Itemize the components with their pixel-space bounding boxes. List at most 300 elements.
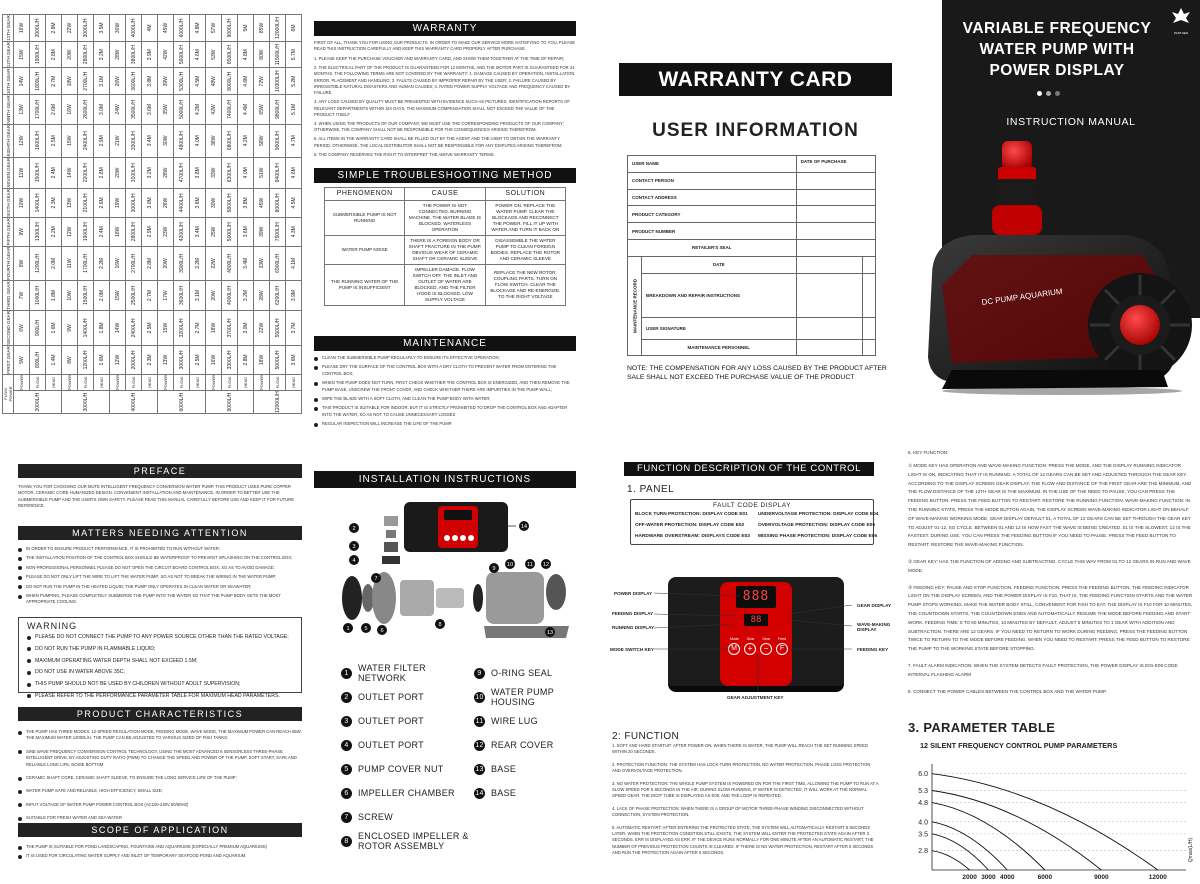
callout-running-display: RUNNING DISPLAY bbox=[612, 625, 655, 630]
user-information-table bbox=[627, 155, 876, 356]
attention-item bbox=[18, 584, 302, 590]
gear-value-cell: 2.9M bbox=[94, 124, 110, 157]
preface-text: THANK YOU FOR CHOOSING OUR MUTE INTELLIGENT FREQUENCY CONVERSION WATER PUMP. THIS PRODUCT USES PURE COPPER MOTOR, CERAMIC CORE HUMANIZED DESIGN. CONVENIENT INSTALLATION AND MAINTENANCE, IN ORDER TO BETTER USE THE SUBMERSIBLE PUMP AND THE USER'S OWN SAFETY. PLEASE READ THIS MANUAL CAREFULLY BEFORE USE AND KEEP IT FOR FUTURE REFERENCE. bbox=[18, 484, 294, 509]
gear-value-cell: 5W bbox=[14, 346, 30, 375]
troubleshooting-row bbox=[325, 236, 566, 265]
product-category-input[interactable] bbox=[796, 206, 875, 223]
warranty-title: WARRANTY bbox=[314, 21, 576, 36]
gear-header: NINTH GEAR bbox=[3, 95, 14, 125]
gear-header: SECOND GEAR bbox=[3, 310, 14, 345]
gear-value-cell: 20W bbox=[206, 281, 222, 311]
part-label: WATER FILTER NETWORK bbox=[358, 663, 426, 683]
gear-value-cell: 53W bbox=[206, 41, 222, 67]
row-label: HEAD bbox=[190, 374, 206, 390]
bullet-icon bbox=[18, 750, 22, 754]
part-number-icon: 12 bbox=[475, 741, 484, 749]
warranty-item: 3. ANY LOSS CAUSED BY QUALITY MUST BE PRESENTED WITH EVIDENCE SUCH AS PICTURES, IDENTIFICATION REPORTS OF RELEVANT DEPARTMENTS WITHIN SIX DAYS. THE MAXIMUM COMPENSATION SHALL NOT EXCEED THE VALUE OF THE PRODUCT ITSELF. bbox=[314, 99, 570, 118]
gear-value-cell: 3.6M bbox=[190, 188, 206, 217]
gear-value-cell: 4.6M bbox=[286, 157, 302, 188]
gear-value-cell: 3.0M bbox=[238, 310, 254, 345]
gear-value-cell: 57W bbox=[206, 15, 222, 42]
gear-value-cell: 1000L/H bbox=[30, 281, 46, 311]
gear-value-cell: 3600L/H bbox=[126, 68, 142, 95]
panther-logo-icon bbox=[1170, 6, 1192, 26]
gear-table-row bbox=[238, 15, 254, 414]
y-tick-label: 6.0 bbox=[918, 771, 928, 779]
maintenance-item bbox=[314, 421, 576, 427]
warranty-item: 4. WHEN USING THE PRODUCTS OF OUR COMPANY, WE MUST USE THE CORRESPONDING PRODUCTS OF OUR COMPANY; OTHERWISE, THE COMPANY SHALL NOT BE RESPONSIBLE FOR THE CONSEQUENCES ARISING THEREFROM. bbox=[314, 120, 564, 133]
bullet-icon bbox=[18, 576, 22, 580]
model-cell: 6000L/H bbox=[158, 391, 206, 414]
gear-value-cell: 4.5M bbox=[286, 188, 302, 217]
gear-value-cell: 15W bbox=[14, 41, 30, 67]
warranty-intro: FIRST OF ALL, THANK YOU FOR USING OUR PRODUCTS. IN ORDER TO MAKE OUR SERVICE MORE SATISFYING TO YOU, PLEASE READ THIS INSTRUCTION CAREFULLY AND KEEP THIS WARRANTY CARD PROPERLY AFTER PURCHASE. bbox=[314, 40, 576, 52]
gear-value-cell: 1700L/H bbox=[78, 246, 94, 281]
gear-value-cell: 3.1M bbox=[190, 281, 206, 311]
gear-value-cell: 4.2M bbox=[190, 95, 206, 125]
solution-cell: DISASSEMBLE THE WATER PUMP TO CLEAN FOREIGN BODIES. REPLACE THE ROTOR AND CERAMIC SLEEVE bbox=[485, 236, 565, 265]
fault-code-box bbox=[630, 499, 879, 545]
row-label: POWER bbox=[254, 374, 270, 390]
gear-value-cell: 5M bbox=[238, 15, 254, 42]
fault-code: BLOCK TURN PROTECTION: DISPLAY CODE E01 bbox=[635, 512, 748, 517]
personnel-input-1[interactable] bbox=[796, 339, 862, 356]
gear-value-cell: 22W bbox=[254, 310, 270, 345]
troubleshooting-title: SIMPLE TROUBLESHOOTING METHOD bbox=[314, 168, 576, 183]
gear-value-cell: 4M bbox=[142, 15, 158, 42]
gear-value-cell: 15W bbox=[158, 310, 174, 345]
pump-label-text: DC PUMP AQUARIUM bbox=[981, 286, 1064, 307]
field-product-category: PRODUCT CATEGORY bbox=[628, 206, 797, 223]
gear-value-cell: 5000L/H bbox=[270, 346, 286, 375]
gear-value-cell: 1200L/H bbox=[78, 346, 94, 375]
field-retailer-seal: RETAILER'S SEAL bbox=[628, 239, 797, 256]
characteristic-item bbox=[18, 729, 302, 742]
part-item bbox=[474, 781, 584, 805]
gear-header: FIRST GEAR bbox=[3, 346, 14, 375]
bullet-icon bbox=[314, 366, 318, 370]
gear-value-cell: 45W bbox=[254, 188, 270, 217]
signature-input-2[interactable] bbox=[862, 317, 875, 339]
date-input-2[interactable] bbox=[862, 256, 875, 273]
gear-value-cell: 8400L/H bbox=[270, 157, 286, 188]
gear-value-cell: 1900L/H bbox=[78, 217, 94, 246]
gear-value-cell: 9W bbox=[14, 217, 30, 246]
bullet-icon bbox=[18, 790, 22, 794]
maintenance-item-text: CLEAN THE SUBMERSIBLE PUMP REGULARLY TO ENSURE ITS EFFECTIVE OPERATION; bbox=[322, 355, 500, 360]
row-label: FLOW bbox=[78, 374, 94, 390]
attention-item-text: IN ORDER TO ENSURE PRODUCT PERFORMANCE, IT IS PROHIBITED TO RUN WITHOUT WATER; bbox=[26, 546, 220, 551]
gear-value-cell: 22W bbox=[206, 246, 222, 281]
row-label: FLOW bbox=[174, 374, 190, 390]
feed-button[interactable]: F bbox=[776, 643, 788, 655]
row-label: POWER bbox=[158, 374, 174, 390]
gear-value-cell: 2700L/H bbox=[126, 246, 142, 281]
part-item bbox=[474, 733, 584, 757]
gear-value-cell: 2.5M bbox=[46, 124, 62, 157]
gear-value-cell: 13W bbox=[14, 95, 30, 125]
function-item: 5. AUTOMATIC RESTART: AFTER ENTERING THE PROTECTED STATE, THE SYSTEM WILL AUTOMATICALLY RESTART 5 SECONDS LATER. WHEN THE PROTECTION CONDITION STILL EXISTS, THE SYSTEM WILL ENTER THE PROTECTED STATE AGAIN AFTER 3 SECONDS. ERR IS DISPLAYED AS ERR. IF THE DEVICE RUNS NORMALLY FOR ONE MINUTE AFTER AN AUTOMATIC RESTART, THE NUMBER OF PREVIOUS PROTECTION COUNTS IS CLEARED. IF THERE IS NO WATER PROTECTION, RESTART AFTER 5 SECONDS AND RUN THE PROTECTION AGAIN AFTER 5 SECONDS. bbox=[612, 824, 874, 856]
part-number-icon: 11 bbox=[475, 717, 484, 725]
solution-cell: REPLACE THE NEW ROTOR. COUPLING PARTS. TURN ON FLOW SWITCH. CLEAR THE BLOCKAGE AND RE-ENERGIZE. TO THE RIGHT VOLTAGE bbox=[485, 265, 565, 306]
fault-code: MISSING PHASE PROTECTION: DISPLAY CODE E06 bbox=[757, 534, 878, 539]
gear-value-cell: 3100L/H bbox=[126, 157, 142, 188]
troubleshooting-row bbox=[325, 265, 566, 306]
gear-value-cell: 6000L/H bbox=[174, 15, 190, 42]
gear-table-row bbox=[286, 15, 302, 414]
gear-value-cell: 3.2M bbox=[142, 157, 158, 188]
part-number-icon: 5 bbox=[341, 764, 352, 775]
row-label: FLOW bbox=[30, 374, 46, 390]
gear-table-row bbox=[14, 15, 30, 414]
breakdown-input-1[interactable] bbox=[796, 273, 862, 317]
gear-value-cell: 2.8M bbox=[94, 157, 110, 188]
warning-item-text: PLEASE DO NOT CONNECT THE PUMP TO ANY POWER SOURCE OTHER THAN THE RATED VOLTAGE; bbox=[35, 634, 289, 640]
gear-header: EIGHTH GEAR bbox=[3, 124, 14, 157]
gear-value-cell: 2000L/H bbox=[126, 346, 142, 375]
key-function-item: ② GEAR KEY: HAS THE FUNCTION OF ADDING AND SUBTRACTING. CYCLE THIS WAY FROM 01 TO 12 GEARS IN RUN AND WAVE MODE. bbox=[908, 558, 1191, 573]
product-number-input[interactable] bbox=[796, 223, 875, 240]
gear-value-cell: 3.4M bbox=[190, 217, 206, 246]
gear-value-cell: 3.6M bbox=[238, 217, 254, 246]
maintenance-section bbox=[314, 336, 576, 431]
field-product-number: PRODUCT NUMBER bbox=[628, 223, 797, 240]
part-number-icon: 14 bbox=[475, 789, 484, 797]
gear-value-cell: 42W bbox=[206, 95, 222, 125]
gear-header: FIFTH GEAR bbox=[3, 217, 14, 246]
bullet-icon bbox=[18, 566, 22, 570]
gear-value-cell: 5.7M bbox=[286, 41, 302, 67]
button-label: Gear bbox=[762, 637, 771, 641]
callout-gear-display: GEAR DISPLAY bbox=[857, 603, 892, 608]
bullet-icon bbox=[18, 557, 22, 561]
attention-item bbox=[18, 593, 302, 606]
field-contact-person: CONTACT PERSON bbox=[628, 172, 797, 189]
gear-value-cell: 1.6M bbox=[46, 310, 62, 345]
contact-person-input[interactable] bbox=[796, 172, 875, 189]
maintenance-title: MAINTENANCE bbox=[314, 336, 576, 351]
gear-value-cell: 6M bbox=[286, 15, 302, 42]
gear-value-cell: 15W bbox=[62, 124, 78, 157]
gear-value-cell: 42W bbox=[158, 41, 174, 67]
field-user-name: USER NAME bbox=[628, 156, 797, 173]
part-item bbox=[341, 733, 471, 757]
gear-table-row bbox=[158, 15, 174, 414]
gear-value-cell: 9000L/H bbox=[270, 124, 286, 157]
gear-value-cell: 2.3M bbox=[46, 188, 62, 217]
gear-value-cell: 9W bbox=[62, 310, 78, 345]
gear-value-cell: 39W bbox=[158, 68, 174, 95]
gear-value-cell: 3300L/H bbox=[222, 346, 238, 375]
personnel-input-2[interactable] bbox=[862, 339, 875, 356]
fault-code-table bbox=[631, 509, 882, 542]
diagram-number: 14 bbox=[520, 524, 528, 530]
field-breakdown: BREAKDOWN AND REPAIR INSTRUCTIONS bbox=[642, 273, 797, 317]
gear-value-cell: 3.5M bbox=[94, 15, 110, 42]
gear-value-cell: 80W bbox=[254, 41, 270, 67]
gear-value-cell: 3700L/H bbox=[222, 310, 238, 345]
gear-value-cell: 5300L/H bbox=[174, 68, 190, 95]
gear-value-cell: 1700L/H bbox=[30, 95, 46, 125]
panel-heading: 1. PANEL bbox=[627, 484, 675, 495]
gear-display-screen: 88 bbox=[744, 614, 768, 626]
mode-button[interactable]: M bbox=[728, 643, 740, 655]
gear-value-cell: 4.8M bbox=[190, 15, 206, 42]
row-label: POWER bbox=[62, 374, 78, 390]
diagram-number: 13 bbox=[546, 630, 554, 636]
gear-value-cell: 72W bbox=[254, 68, 270, 95]
gear-value-cell: 30W bbox=[158, 124, 174, 157]
gear-value-cell: 3.6M bbox=[286, 346, 302, 375]
date-input-1[interactable] bbox=[796, 256, 862, 273]
series-line bbox=[932, 851, 970, 870]
characteristic-item bbox=[18, 788, 302, 794]
y-tick-label: 3.5 bbox=[918, 831, 928, 839]
part-label: O-RING SEAL bbox=[491, 668, 553, 678]
diagram-number: 12 bbox=[542, 562, 550, 568]
part-label: OUTLET PORT bbox=[358, 716, 424, 726]
gear-value-cell: 4.0M bbox=[238, 157, 254, 188]
gear-header: THIRD GEAR bbox=[3, 281, 14, 311]
fault-code: OFF-WATER PROTECTION: DISPLAY CODE E02 bbox=[635, 523, 745, 528]
warning-item-text: MAXIMUM OPERATING WATER DEPTH SHALL NOT EXCEED 1.5M; bbox=[35, 657, 198, 664]
gear-value-cell: 45W bbox=[158, 15, 174, 42]
gear-value-cell: 4.5M bbox=[190, 68, 206, 95]
button-label: Feed bbox=[777, 637, 786, 641]
diagram-number: 8 bbox=[438, 622, 442, 628]
gear-value-cell: 2.7M bbox=[142, 281, 158, 311]
cover-title: VARIABLE FREQUENCY WATER PUMP WITH POWER DISPLAY bbox=[962, 20, 1152, 79]
bullet-icon bbox=[18, 731, 22, 735]
key-function-title: 6. KEY FUNCTION: bbox=[908, 450, 949, 455]
gear-value-cell: 3500L/H bbox=[126, 95, 142, 125]
gear-value-cell: 4.4M bbox=[238, 95, 254, 125]
gear-table-row bbox=[270, 15, 286, 414]
phenomenon-cell: SUBMERSIBLE PUMP IS NOT RUNNING bbox=[325, 201, 405, 236]
gear-value-cell: 11W bbox=[14, 157, 30, 188]
troubleshooting-section bbox=[314, 168, 576, 306]
characteristics-title: PRODUCT CHARACTERISTICS bbox=[18, 707, 302, 721]
gear-value-cell: 5.1M bbox=[286, 95, 302, 125]
attention-item bbox=[18, 574, 302, 580]
gear-value-cell: 3600L/H bbox=[174, 281, 190, 311]
callout-feeding-key: FEEDING KEY bbox=[857, 647, 889, 652]
bullet-icon bbox=[18, 846, 22, 850]
gear-value-cell: 4800L/H bbox=[222, 246, 238, 281]
gear-value-cell: 4.6M bbox=[190, 41, 206, 67]
maintenance-item-text: THIS PRODUCT IS SUITABLE FOR INDOOR, BUT IT IS STRICTLY PROHIBITED TO DROP THE CONTROL BOX AND ADAPTER INTO THE WATER, SO AS NOT TO CAUSE UNNECESSARY LOSSES bbox=[322, 405, 568, 417]
part-item bbox=[341, 709, 471, 733]
gear-value-cell: 5800L/H bbox=[222, 188, 238, 217]
gear-value-cell: 33W bbox=[206, 157, 222, 188]
part-label: IMPELLER CHAMBER bbox=[358, 788, 455, 798]
field-date: DATE bbox=[642, 256, 797, 273]
key-function-item: 8. CONNECT THE POWER CABLES BETWEEN THE CONTROL BOX AND THE WATER PUMP. bbox=[908, 688, 1107, 694]
gear-header: SIXTH GEAR bbox=[3, 188, 14, 217]
gear-value-cell: 4000L/H bbox=[126, 15, 142, 42]
gear-value-cell: 6800L/H bbox=[222, 124, 238, 157]
signature-input-1[interactable] bbox=[796, 317, 862, 339]
row-label: POWER bbox=[110, 374, 126, 390]
gear-minus-button[interactable]: − bbox=[760, 643, 772, 655]
gear-value-cell: 2200L/H bbox=[78, 157, 94, 188]
gear-value-cell: 11W bbox=[62, 246, 78, 281]
gear-value-cell: 3000L/H bbox=[174, 346, 190, 375]
part-item bbox=[341, 757, 471, 781]
cause-cell: THERE IS A FOREIGN BODY OR SHAFT FRACTURE IN THE PUMP. OBVIOUS WEAR OF CERAMIC SHAFT OR CERAMIC SLEEVE bbox=[405, 236, 485, 265]
x-tick-label: 9000 bbox=[1094, 874, 1109, 881]
gear-value-cell: 8W bbox=[14, 246, 30, 281]
gear-value-cell: 35W bbox=[158, 95, 174, 125]
gear-value-cell: 3.4M bbox=[142, 124, 158, 157]
gear-value-cell: 1.6M bbox=[94, 346, 110, 375]
gear-value-cell: 21W bbox=[110, 124, 126, 157]
callout-gear-key: GEAR ADJUSTMENT KEY bbox=[727, 695, 784, 700]
x-tick-label: 2000 bbox=[962, 874, 977, 881]
gear-value-cell: 28W bbox=[254, 281, 270, 311]
gear-value-cell: 18W bbox=[62, 68, 78, 95]
model-cell: 12000L/H bbox=[254, 391, 302, 414]
bullet-icon bbox=[314, 382, 318, 386]
gear-value-cell: 12000L/H bbox=[270, 15, 286, 42]
gear-value-cell: 10300L/H bbox=[270, 68, 286, 95]
gear-table-row bbox=[30, 15, 46, 414]
gear-value-cell: 4200L/H bbox=[174, 217, 190, 246]
gear-value-cell: 2.8M bbox=[46, 41, 62, 67]
gear-value-cell: 3.8M bbox=[142, 68, 158, 95]
y-tick-label: 4.0 bbox=[918, 819, 928, 827]
gear-table-row bbox=[78, 15, 94, 414]
field-date-of-purchase: DATE OF PURCHASE bbox=[796, 156, 875, 173]
key-function-list bbox=[908, 462, 1194, 704]
gear-value-cell: 25W bbox=[206, 217, 222, 246]
gear-value-cell: 18W bbox=[254, 346, 270, 375]
gear-value-cell: 5500L/H bbox=[270, 310, 286, 345]
cause-cell: IMPELLER DAMAGE. FLOW SWITCH OFF. THE INLET AND OUTLET OF WATER ARE BLOCKED, AND THE FILTER HOOD IS BLOCKED. LOW SUPPLY VOLTAGE bbox=[405, 265, 485, 306]
installation-title: INSTALLATION INSTRUCTIONS bbox=[314, 471, 576, 488]
gear-table-row bbox=[206, 15, 222, 414]
characteristic-item-text: SINE WAVE FREQUENCY CONVERSION CONTROL TECHNOLOGY, USING THE MOST ADVANCED 6 SENSORLESS THREE-PHASE INTELLIGENT DRIVE, BY ADJUSTING DUTY RATIO (PWM) TO CHANGE THE SPEED AND POWER OF THE PUMP, SOFT START, SAFE AND RELIABLE LONG LIFE, NOISE BOTTOM bbox=[26, 748, 297, 767]
gear-value-cell: 3.0M bbox=[94, 95, 110, 125]
gear-table-row bbox=[174, 15, 190, 414]
gear-value-cell: 3800L/H bbox=[126, 41, 142, 67]
gear-value-cell: 2.5M bbox=[142, 310, 158, 345]
gear-value-cell: 4.7M bbox=[286, 124, 302, 157]
parameter-section-title: 3. PARAMETER TABLE bbox=[908, 720, 1056, 735]
gear-header: 10TH GEAR bbox=[3, 68, 14, 95]
control-title: FUNCTION DESCRIPTION OF THE CONTROL BOARD bbox=[624, 462, 874, 476]
phenomenon-cell: WATER PUMP NOISE bbox=[325, 236, 405, 265]
row-label: FLOW bbox=[126, 374, 142, 390]
callout-feeding-display: FEEDING DISPLAY bbox=[612, 611, 654, 616]
gear-value-cell: 4700L/H bbox=[174, 157, 190, 188]
scope-title: SCOPE OF APPLICATION bbox=[18, 823, 302, 837]
solution-cell: POWER ON. REPLACE THE WATER PUMP. CLEAR THE BLOCKAGE AND RECONNECT THE POWER. FILL IT UP WITH WATER AND TURN IT BACK ON bbox=[485, 201, 565, 236]
function-item: 2. PROTECTION FUNCTION: THE SYSTEM HAS LOCK-TURN PROTECTION, NO WATER PROTECTION, PHASE LOSS PROTECTION AND OVERVOLTAGE PROTECTION. bbox=[612, 761, 871, 774]
gear-value-cell: 1500L/H bbox=[78, 281, 94, 311]
bullet-icon bbox=[27, 694, 31, 698]
gear-value-cell: 1600L/H bbox=[30, 124, 46, 157]
gear-value-cell: 7400L/H bbox=[222, 95, 238, 125]
attention-item bbox=[18, 565, 302, 571]
bullet-icon bbox=[18, 803, 22, 807]
characteristic-item-text: INPUT VOLTAGE OF WATER PUMP POWER CONTROL BOX (AC100-240V 50/60HZ) bbox=[26, 801, 189, 807]
gear-value-cell: 3900L/H bbox=[174, 246, 190, 281]
x-tick-label: 6000 bbox=[1037, 874, 1053, 881]
gear-value-cell: 23W bbox=[158, 217, 174, 246]
x-tick-label: 12000 bbox=[1148, 874, 1167, 881]
gear-value-cell: 10W bbox=[62, 281, 78, 311]
gear-value-cell: 26W bbox=[158, 188, 174, 217]
retailer-seal-input[interactable] bbox=[796, 239, 875, 256]
cover-dots bbox=[1037, 91, 1077, 97]
model-cell: 9000L/H bbox=[206, 391, 254, 414]
gear-value-cell: 8000L/H bbox=[270, 188, 286, 217]
gear-value-cell: 14W bbox=[62, 157, 78, 188]
gear-value-cell: 13W bbox=[158, 346, 174, 375]
cover-dot bbox=[1046, 91, 1051, 96]
characteristic-item-text: CERAMIC SHAFT CORE, CERAMIC SHAFT SLEEVE, TO ENSURE THE LONG SERVICE LIFE OF THE PUMP; bbox=[26, 775, 237, 781]
row-label: FLOW bbox=[270, 374, 286, 390]
row-label: HEAD bbox=[142, 374, 158, 390]
characteristic-item-text: THE PUMP HAS THREE MODES: 12-SPEED REGULATION MODE, FEEDING MODE, WAVE MODE, THE MAXIMUM POWER CAN REACH 85W, THE MAXIMUM WATER 12000L/H. THE PUMP CAN BE ADJUSTED TO VARIOUS SIZED OF FISH TANKS; bbox=[26, 729, 302, 741]
gear-value-cell: 48W bbox=[206, 68, 222, 95]
gear-value-cell: 1800L/H bbox=[30, 68, 46, 95]
part-item bbox=[474, 661, 584, 685]
part-label: PUMP COVER NUT bbox=[358, 764, 444, 774]
scope-item bbox=[18, 853, 302, 859]
fault-row bbox=[631, 520, 882, 531]
gear-value-cell: 3.9M bbox=[142, 41, 158, 67]
gear-value-cell: 5.2M bbox=[286, 68, 302, 95]
x-tick-label: 4000 bbox=[1000, 874, 1015, 881]
gear-value-cell: 8W bbox=[62, 346, 78, 375]
gear-value-cell: 1400L/H bbox=[30, 188, 46, 217]
field-maintenance-record: MAINTENANCE RECORD bbox=[632, 279, 637, 334]
callout-wave-display: WAVE-MAKING DISPLAY bbox=[857, 622, 891, 632]
gear-table-row bbox=[62, 15, 78, 414]
installation-section bbox=[314, 471, 576, 488]
gear-value-cell: 58W bbox=[254, 124, 270, 157]
breakdown-input-2[interactable] bbox=[862, 273, 875, 317]
bullet-icon bbox=[27, 683, 31, 687]
button-label: Mode bbox=[730, 637, 739, 641]
gear-value-cell: 13W bbox=[62, 188, 78, 217]
attention-item-text: DO NOT RUN THE PUMP IN THE HEATED LIQUID; THE PUMP ONLY OPERATES IN CLEAN WATER OR SEAWATER; bbox=[26, 583, 252, 589]
gear-value-cell: 2.5M bbox=[190, 346, 206, 375]
warranty-item: 5. ALL ITEMS IN THE WARRANTY CARD SHALL BE FILLED OUT BY THE AGENT AND THE USER TO OBTAIN THE WARRANTY PERIOD. OTHERWISE, THE LOCAL DISTRIBUTOR SHALL NOT BE RESPONSIBLE FOR ANY DISPUTES ARISING THEREFROM. bbox=[314, 136, 563, 148]
part-label: OUTLET PORT bbox=[358, 740, 424, 750]
characteristic-item bbox=[18, 815, 302, 821]
gear-value-cell: 1500L/H bbox=[30, 157, 46, 188]
gear-plus-button[interactable]: + bbox=[744, 643, 756, 655]
maintenance-item bbox=[314, 405, 576, 418]
maintenance-item bbox=[314, 364, 576, 377]
gear-value-cell: 2.0M bbox=[46, 246, 62, 281]
preface-section bbox=[18, 464, 302, 510]
contact-address-input[interactable] bbox=[796, 189, 875, 206]
gear-value-cell: 20W bbox=[158, 246, 174, 281]
th-solution: SOLUTION bbox=[485, 188, 565, 201]
gear-value-cell: 2.8M bbox=[142, 246, 158, 281]
corner-power: POWER bbox=[8, 386, 13, 402]
part-number-icon: 8 bbox=[341, 836, 352, 847]
row-label: POWER bbox=[206, 374, 222, 390]
row-label: HEAD bbox=[286, 374, 302, 390]
warning-item-text: PLEASE REFER TO THE PERFORMANCE PARAMETER TABLE FOR MAXIMUM HEAD PARAMETERS. bbox=[35, 692, 280, 699]
gear-value-cell: 5000L/H bbox=[222, 217, 238, 246]
callout-power-display: POWER DISPLAY bbox=[614, 591, 653, 596]
